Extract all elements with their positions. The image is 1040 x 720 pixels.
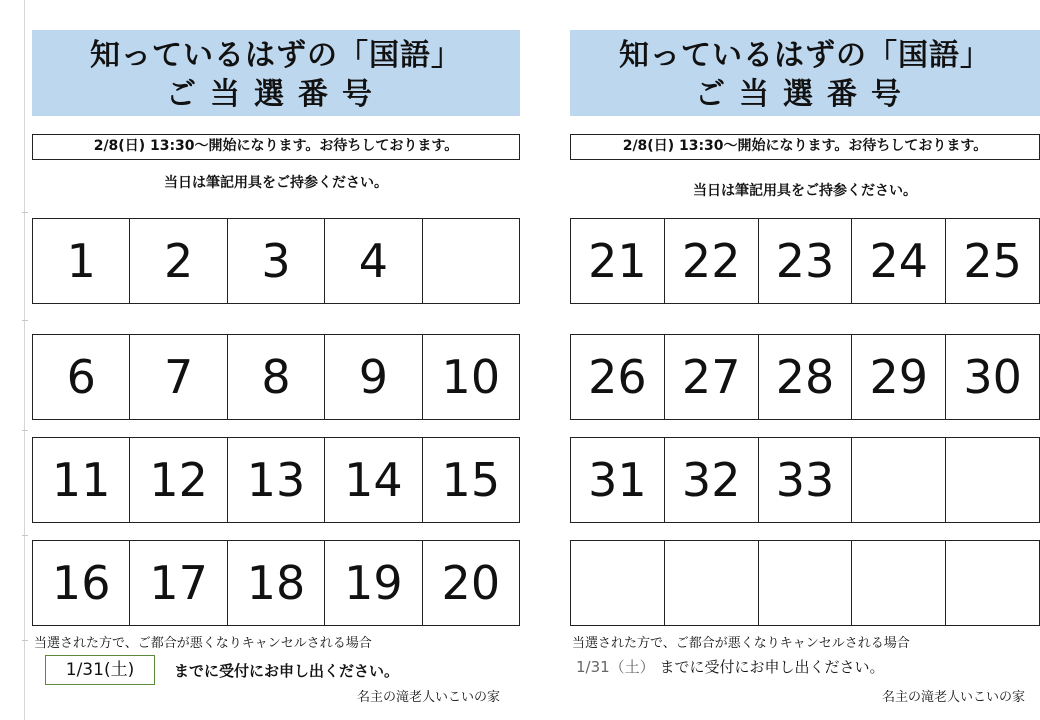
bring-supplies-note: 当日は筆記用具をご持参ください。 <box>164 175 388 191</box>
winning-numbers-heading: ご当選番号 <box>695 77 915 112</box>
winning-numbers-heading: ご当選番号 <box>166 77 386 112</box>
number-cell: 8 <box>227 335 324 419</box>
number-cell: 27 <box>664 335 758 419</box>
number-cell: 16 <box>51 556 111 610</box>
number-cell: 12 <box>129 438 226 522</box>
number-row <box>32 334 520 420</box>
deadline-instruction: までに受付にお申し出ください。 <box>659 658 885 676</box>
number-cell: 11 <box>51 453 111 507</box>
start-time-notice: 2/8(日) 13:30～開始になります。お待ちしております。 <box>32 134 520 160</box>
event-title: 知っているはずの「国語」 <box>619 38 991 73</box>
number-cell <box>945 438 1039 522</box>
number-cell: 23 <box>758 219 852 303</box>
number-row <box>570 540 1040 626</box>
event-title: 知っているはずの「国語」 <box>90 38 462 73</box>
number-row <box>32 540 520 626</box>
number-cell: 24 <box>851 219 945 303</box>
number-cell: 26 <box>588 350 647 404</box>
left-announcement-panel <box>32 0 520 720</box>
number-cell: 22 <box>664 219 758 303</box>
margin-guide-line <box>24 0 25 720</box>
number-cell <box>664 541 758 625</box>
number-cell: 18 <box>227 541 324 625</box>
cancellation-note: 当選された方で、ご都合が悪くなりキャンセルされる場合 <box>572 636 910 651</box>
margin-tick <box>22 320 28 321</box>
number-cell <box>758 541 852 625</box>
number-cell <box>945 541 1039 625</box>
deadline-line <box>576 656 884 677</box>
number-cell: 10 <box>422 335 519 419</box>
number-cell <box>851 438 945 522</box>
margin-tick <box>22 212 28 213</box>
number-row <box>32 437 520 523</box>
number-cell: 2 <box>129 219 226 303</box>
number-cell: 3 <box>227 219 324 303</box>
deadline-date: 1/31（土） <box>576 658 655 676</box>
cancellation-note: 当選された方で、ご都合が悪くなりキャンセルされる場合 <box>34 636 372 651</box>
number-cell <box>851 541 945 625</box>
number-cell: 14 <box>324 438 421 522</box>
number-cell: 30 <box>945 335 1039 419</box>
number-cell <box>571 541 664 625</box>
start-time-notice: 2/8(日) 13:30～開始になります。お待ちしております。 <box>570 134 1040 160</box>
number-row <box>570 334 1040 420</box>
deadline-instruction: までに受付にお申し出ください。 <box>174 662 400 680</box>
number-cell: 6 <box>66 350 96 404</box>
number-cell: 4 <box>324 219 421 303</box>
number-cell: 21 <box>588 234 647 288</box>
number-cell: 31 <box>588 453 647 507</box>
deadline-date-box: 1/31(土) <box>45 655 155 685</box>
right-announcement-panel <box>570 0 1040 720</box>
number-cell: 19 <box>324 541 421 625</box>
margin-tick <box>22 640 28 641</box>
organizer-name: 名主の滝老人いこいの家 <box>882 690 1026 705</box>
number-cell: 32 <box>664 438 758 522</box>
number-cell: 17 <box>129 541 226 625</box>
title-banner <box>570 30 1040 116</box>
number-cell: 15 <box>422 438 519 522</box>
organizer-name: 名主の滝老人いこいの家 <box>357 690 501 705</box>
margin-tick <box>22 535 28 536</box>
number-cell: 1 <box>66 234 96 288</box>
number-cell: 13 <box>227 438 324 522</box>
number-cell: 28 <box>758 335 852 419</box>
number-row <box>570 218 1040 304</box>
number-cell: 7 <box>129 335 226 419</box>
number-cell: 33 <box>758 438 852 522</box>
title-banner <box>32 30 520 116</box>
number-cell: 25 <box>945 219 1039 303</box>
number-cell: 9 <box>324 335 421 419</box>
number-cell: 29 <box>851 335 945 419</box>
number-cell: 20 <box>422 541 519 625</box>
bring-supplies-note: 当日は筆記用具をご持参ください。 <box>693 183 917 199</box>
margin-tick <box>22 430 28 431</box>
number-row <box>570 437 1040 523</box>
number-row <box>32 218 520 304</box>
number-cell <box>422 219 519 303</box>
